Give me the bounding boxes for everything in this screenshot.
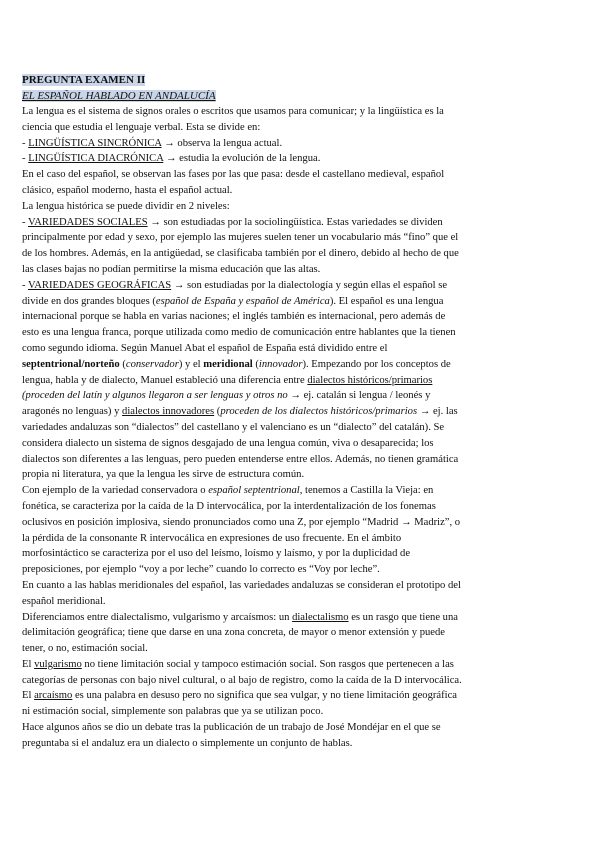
text-line <box>22 452 540 468</box>
underlined-term: LINGÜÍSTICA DIACRÓNICA <box>28 153 164 165</box>
text-line <box>22 499 540 515</box>
document-subtitle: EL ESPAÑOL HABLADO EN ANDALUCÍA <box>22 90 216 102</box>
text-run: las clases bajas no podían permitirse la misma educación que las altas. <box>22 263 321 275</box>
document-body <box>22 72 540 752</box>
underlined-term: dialectalismo <box>292 611 349 623</box>
text-run: variedades andaluzas son “dialectos” del castellano y el valenciano es un “dialecto” del catalán). Se <box>22 421 445 433</box>
text-line <box>22 373 540 389</box>
text-run: La lengua histórica se puede dividir en 2 niveles: <box>22 200 230 212</box>
italic-run: español de España y español de América <box>155 295 330 307</box>
text-run: Diferenciamos entre dialectalismo, vulgarismo y arcaísmos: un <box>22 611 293 623</box>
text-run: preguntaba si el andaluz era un dialecto o simplemente un conjunto de hablas. <box>22 737 353 749</box>
text-line <box>22 341 540 357</box>
text-line <box>22 673 540 689</box>
text-run: divide en dos grandes bloques ( <box>22 295 156 307</box>
text-line <box>22 578 540 594</box>
text-run: no tiene limitación social y tampoco estimación social. Son rasgos que pertenecen a las <box>81 658 454 670</box>
text-run: → son estudiadas por la sociolingüística. Estas variedades se dividen <box>147 216 443 228</box>
text-run: - <box>22 153 29 165</box>
underlined-term: dialectos innovadores <box>122 406 215 418</box>
bold-term: meridional <box>203 358 253 370</box>
text-run: ( <box>119 358 126 370</box>
text-run: clásico, español moderno, hasta el español actual. <box>22 184 233 196</box>
text-line <box>22 546 540 562</box>
text-run: En el caso del español, se observan las fases por las que pasa: desde el castellano medieval, español <box>22 169 445 181</box>
text-line <box>22 388 540 404</box>
text-run: → observa la lengua actual. <box>161 137 283 149</box>
text-run: → son estudiadas por la dialectología y según ellas el español se <box>171 279 448 291</box>
paragraph-lines <box>22 104 540 752</box>
text-line <box>22 215 540 231</box>
text-line <box>22 136 540 152</box>
text-line <box>22 467 540 483</box>
text-run: delimitación geográfica; tiene que darse en una zona concreta, de mayor o menor extensión y puede <box>22 627 445 639</box>
text-line <box>22 120 540 136</box>
text-run: aragonés no lenguas) y <box>22 406 123 418</box>
text-run: ). Empezando por los conceptos de <box>302 358 451 370</box>
text-run: ciencia que estudia el lenguaje verbal. Esta se divide en: <box>22 121 261 133</box>
bold-term: septentrional/norteño <box>22 358 120 370</box>
text-line <box>22 657 540 673</box>
italic-run: proceden de los dialectos históricos/primarios <box>220 406 418 418</box>
text-line <box>22 357 540 373</box>
text-line <box>22 183 540 199</box>
underlined-term: dialectos históricos/primarios <box>307 374 433 386</box>
text-run: - <box>22 216 28 228</box>
text-line <box>22 325 540 341</box>
text-run: La lengua es el sistema de signos orales o escritos que usamos para comunicar; y la lingüística es la <box>22 106 444 117</box>
underlined-term: VARIEDADES SOCIALES <box>28 216 148 228</box>
text-run: la pérdida de la consonante R intervocálica en expresiones de uso frecuente. En el ámbito <box>22 532 402 544</box>
text-line <box>22 262 540 278</box>
italic-run: español septentrional <box>208 485 300 497</box>
text-line <box>22 625 540 641</box>
text-run: esto es una lengua franca, porque utilizada como medio de comunicación entre hablantes que la tienen <box>22 327 456 339</box>
italic-run: ( <box>22 390 26 402</box>
text-line <box>22 278 540 294</box>
text-line <box>22 736 540 752</box>
text-run: ) y el <box>178 358 204 370</box>
text-line <box>22 704 540 720</box>
title-row <box>22 72 540 88</box>
text-run: considera dialecto un sistema de signos desgajado de una lengua común, viva o desaparecida; los <box>22 437 434 449</box>
text-run: es una palabra en desuso pero no significa que sea vulgar, y no tiene limitación geográfica <box>72 690 457 702</box>
text-run: Con ejemplo de la variedad conservadora o <box>22 485 209 497</box>
text-run: es un rasgo que tiene una <box>348 611 458 623</box>
text-line <box>22 688 540 704</box>
text-line <box>22 309 540 325</box>
document-title: PREGUNTA EXAMEN II <box>22 74 146 86</box>
text-run: de los hombres. Además, en la antigüedad, se clasificaba también por el dinero, debido al hecho de que <box>22 248 459 260</box>
text-line <box>22 610 540 626</box>
text-line <box>22 294 540 310</box>
text-run: → ej. catalán si lengua / leonés y <box>287 390 431 402</box>
text-run: El <box>22 690 35 702</box>
text-run: ( <box>214 406 221 418</box>
text-line <box>22 104 540 120</box>
text-line <box>22 483 540 499</box>
text-line <box>22 436 540 452</box>
text-run: internacional porque se habla en varias naciones; el inglés también es internacional, pero además de <box>22 311 446 323</box>
italic-run: conservador <box>125 358 179 370</box>
text-line <box>22 230 540 246</box>
italic-run: proceden del latín y algunos llegaron a ser lenguas y otros no <box>25 390 288 402</box>
text-run: principalmente por edad y sexo, por ejemplo las mujeres suelen tener un vocabulario más “fino” que el <box>22 232 459 244</box>
text-line <box>22 420 540 436</box>
text-line <box>22 641 540 657</box>
text-run: → ej. las <box>417 406 458 418</box>
text-line <box>22 404 540 420</box>
text-run: oclusivos en posición implosiva, siendo pronunciados como una Z, por ejemplo “Madrid → Madriz”, o <box>22 516 461 528</box>
text-line <box>22 562 540 578</box>
text-line <box>22 167 540 183</box>
underlined-term: LINGÜÍSTICA SINCRÓNICA <box>28 137 162 149</box>
text-run: ( <box>252 358 259 370</box>
text-run: morfosintáctico se caracteriza por el uso del leísmo, loísmo y laísmo, y por la duplicidad de <box>22 548 411 560</box>
underlined-term: arcaísmo <box>34 690 73 702</box>
text-run: - <box>22 279 28 291</box>
text-line <box>22 199 540 215</box>
text-run: En cuanto a las hablas meridionales del español, las variedades andaluzas se consideran el prototipo del <box>22 579 461 591</box>
text-line <box>22 720 540 736</box>
text-line <box>22 531 540 547</box>
text-line <box>22 151 540 167</box>
text-run: , tenemos a Castilla la Vieja: en <box>299 485 434 497</box>
text-run: propia ni literatura, ya que la lengua les sirve de estructura común. <box>22 469 305 481</box>
underlined-term: VARIEDADES GEOGRÁFICAS <box>28 279 172 291</box>
subtitle-row <box>22 88 540 104</box>
text-line <box>22 515 540 531</box>
text-line <box>22 594 540 610</box>
text-run: preposiciones, por ejemplo “voy a por leche” cuando lo correcto es “Voy por leche”. <box>22 564 380 576</box>
text-run: El <box>22 658 35 670</box>
text-run: fonética, se caracteriza por la caída de la D intervocálica, por la interdentalización de los fonemas <box>22 500 436 512</box>
text-run: - <box>22 137 29 149</box>
text-run: ni estimación social, simplemente son palabras que ya se utilizan poco. <box>22 706 324 718</box>
text-run: ). El español es una lengua <box>329 295 444 307</box>
text-run: Hace algunos años se dio un debate tras la publicación de un trabajo de José Mondéjar en el que se <box>22 722 441 734</box>
text-run: lengua, habla y de dialecto, Manuel estableció una diferencia entre <box>22 374 308 386</box>
text-run: categorías de personas con bajo nivel cultural, o al bajo de registro, como la caída de la D intervocálica. <box>22 674 462 686</box>
text-run: dialectos son diferentes a las lenguas, pero pueden entenderse entre ellos. Además, no tienen gramática <box>22 453 459 465</box>
text-run: tener, o no, estimación social. <box>22 643 148 655</box>
text-run: → estudia la evolución de la lengua. <box>163 153 321 165</box>
underlined-term: vulgarismo <box>34 658 82 670</box>
text-run: español meridional. <box>22 595 106 607</box>
italic-run: innovador <box>258 358 303 370</box>
text-run: como segundo idioma. Según Manuel Abat el español de España está dividido entre el <box>22 342 388 354</box>
text-line <box>22 246 540 262</box>
